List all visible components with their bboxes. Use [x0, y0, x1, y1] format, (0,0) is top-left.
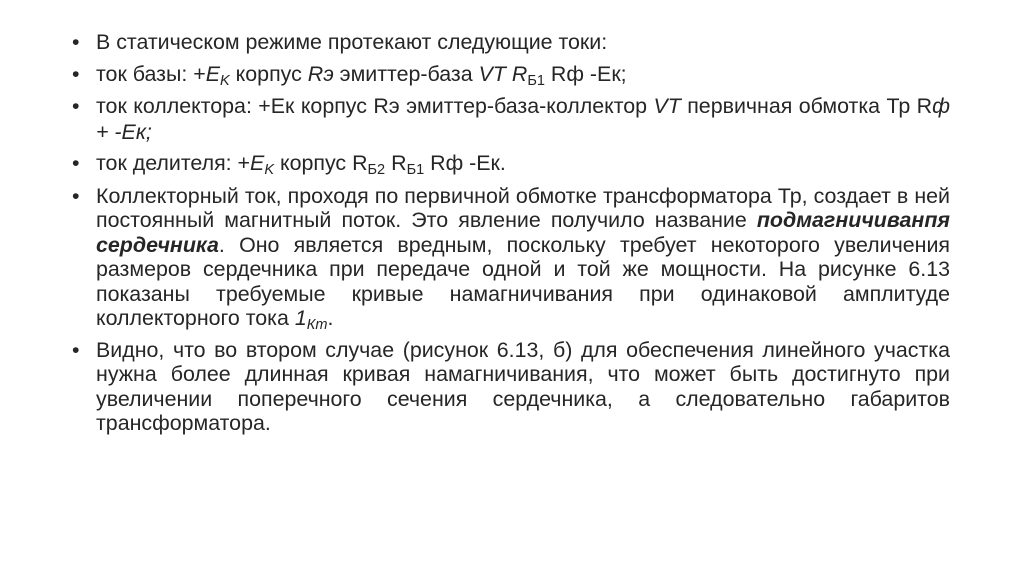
resistor-symbol: R — [511, 61, 528, 86]
text: Rэ — [373, 94, 407, 118]
text: первичная обмотка Тр — [687, 94, 917, 118]
transistor-symbol: VT — [478, 61, 506, 86]
emf-subscript: K — [264, 162, 275, 179]
text: корпус — [279, 151, 353, 175]
text: ток делителя: + — [96, 151, 251, 175]
current-subscript: Кт — [306, 317, 328, 334]
bullet-dot: • — [72, 94, 80, 118]
text: корпус — [300, 94, 374, 118]
list-item — [72, 183, 950, 334]
text: -Ек. — [469, 151, 506, 175]
text: Коллекторный ток, проходя по первичной обмотке трансформатора Тр, создает в ней постоянный магнитный поток. Это явление получило название — [96, 183, 950, 232]
emf-subscript: K — [220, 72, 230, 89]
list-item — [72, 94, 950, 144]
bullet-dot: • — [72, 151, 80, 175]
text: R — [352, 151, 368, 175]
resistor-symbol: Rэ — [307, 61, 334, 86]
text: . — [327, 306, 334, 330]
bullet-dot: • — [72, 337, 80, 362]
item-text: В статическом режиме протекают следующие токи: — [96, 30, 608, 54]
emf-symbol: E — [250, 151, 265, 175]
text: R — [916, 94, 933, 118]
text: эмиттер-база — [339, 61, 479, 86]
bullet-dot: • — [72, 30, 80, 54]
text: ток коллектора: +Ек — [96, 94, 301, 118]
emf-symbol: E — [205, 61, 221, 86]
emphasized-term: подмагничиванпя сердечника — [96, 208, 950, 257]
transistor-symbol: VT — [653, 94, 681, 118]
text: R — [391, 151, 407, 175]
list-item — [72, 62, 950, 88]
bullet-list — [72, 30, 950, 443]
text: ток базы: + — [96, 61, 206, 86]
text: Rф — [550, 61, 590, 86]
bullet-dot: • — [72, 183, 80, 208]
list-item — [72, 30, 950, 55]
text: корпус — [235, 61, 308, 86]
text: . Оно является вредным, поскольку требует некоторого увеличения размеров сердечника при передаче одной и той же мощности. На рисунке 6.13 показаны требуемые кривые намагничивания при одинаковой амплитуде коллекторного тока — [96, 232, 950, 330]
resistor-subscript: Б2 — [367, 162, 386, 179]
item-text: Видно, что во втором случае (рисунок 6.13, б) для обеспечения линейного участка нужна более длинная кривая намагничивания, что может быть достигнуто при увеличении поперечного сечения сердечника, а следовательно габаритов трансформатора. — [96, 337, 950, 435]
current-symbol: 1 — [294, 306, 307, 330]
resistor-subscript: Б1 — [406, 162, 425, 179]
text: ф — [932, 94, 950, 118]
bullet-dot: • — [72, 61, 80, 86]
text: эмиттер-база-коллектор — [406, 94, 654, 118]
text: Rф — [430, 151, 470, 175]
text: + -Ек; — [96, 119, 152, 144]
list-item — [72, 151, 950, 177]
resistor-subscript: Б1 — [527, 72, 545, 89]
text: -Ек; — [589, 61, 627, 86]
list-item — [72, 338, 950, 436]
